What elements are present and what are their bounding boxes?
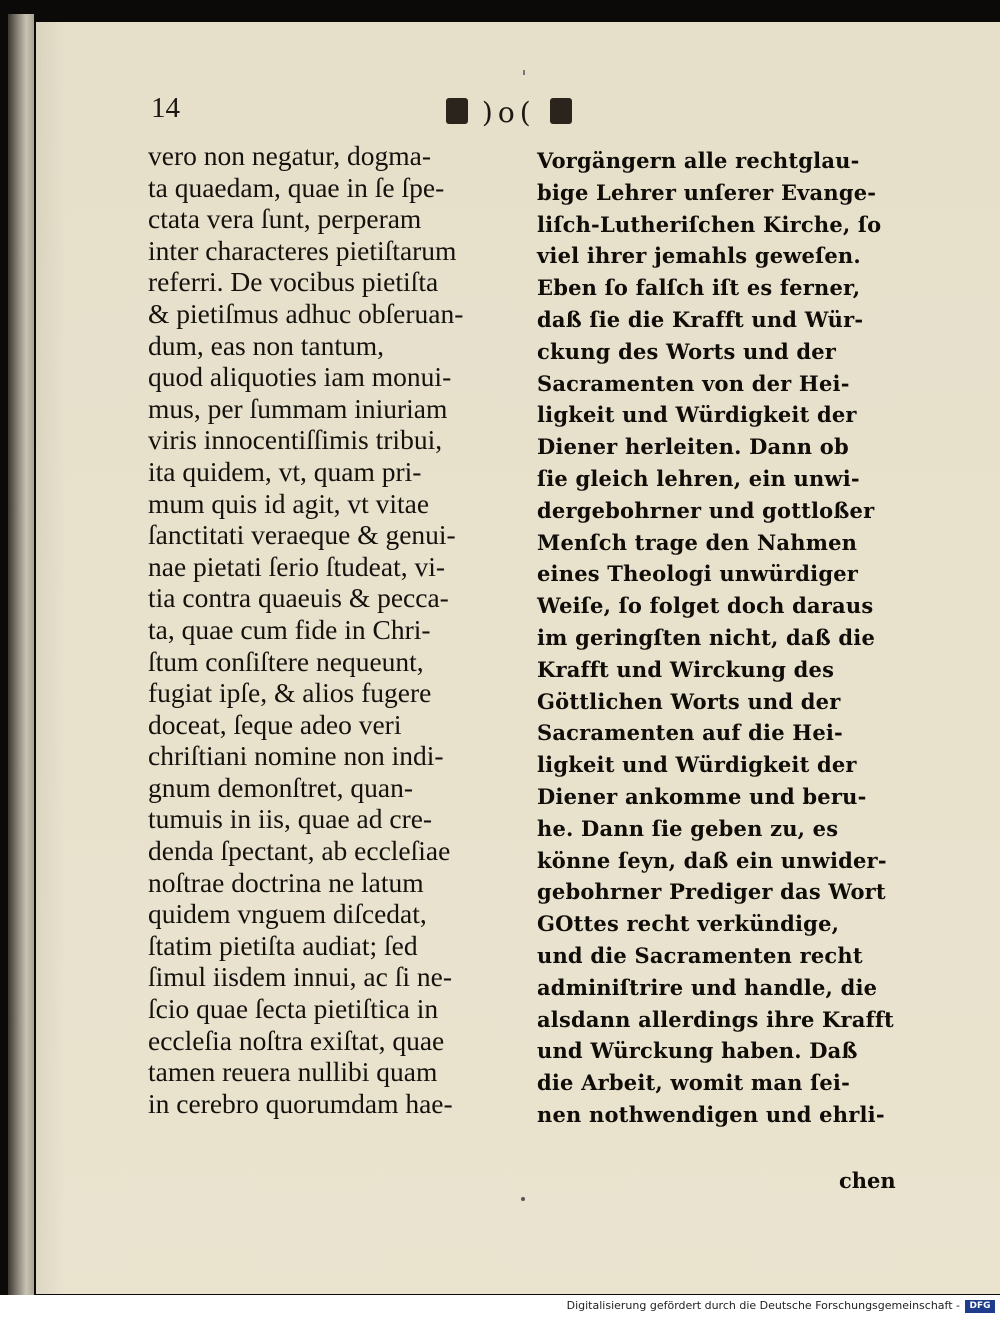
german-text-column	[537, 145, 899, 1131]
latin-text-line: noſtrae doctrina ne latum	[148, 866, 424, 898]
german-text-line: Göttlichen Worts und der	[537, 688, 841, 714]
latin-text-line: chriſtiani nomine non indi-	[148, 740, 444, 772]
latin-text-line: ta, quae cum fide in Chri-	[148, 613, 431, 645]
latin-text-line: tumuis in iis, quae ad cre-	[148, 803, 433, 835]
german-text-line: Diener herleiten. Dann ob	[537, 434, 849, 460]
german-text-line: Krafft und Wirckung des	[537, 656, 835, 682]
latin-text-line: & pietiſmus adhuc obſeruan-	[148, 297, 464, 329]
paper-speck	[521, 1197, 525, 1201]
german-text-line: im geringſten nicht, daß die	[537, 624, 876, 650]
latin-text-line: quod aliquoties iam monui-	[148, 361, 452, 393]
latin-text-line: ſtum conſiſtere nequeunt,	[148, 645, 424, 677]
german-text-line: gebohrner Prediger das Wort	[537, 879, 886, 905]
page-number: 14	[151, 92, 180, 124]
latin-text-line: ſtatim pietiſta audiat; ſed	[148, 929, 418, 961]
latin-text-line: gnum demonſtret, quan-	[148, 771, 414, 803]
german-text-line: und die Sacramenten recht	[537, 942, 863, 968]
german-text-line: ckung des Worts und der	[537, 338, 837, 364]
german-text-line: Eben ſo falſch iſt es ferner,	[537, 275, 861, 301]
digitization-credit: Digitalisierung gefördert durch die Deutsche Forschungsgemeinschaft -	[566, 1299, 960, 1312]
german-text-line: ligkeit und Würdigkeit der	[537, 402, 857, 428]
dfg-logo: DFG	[965, 1300, 995, 1313]
latin-text-line: quidem vnguem diſcedat,	[148, 898, 427, 930]
german-text-line: he. Dann ſie geben zu, es	[537, 815, 839, 841]
german-text-line: und Würckung haben. Daß	[537, 1038, 858, 1064]
german-text-line: viel ihrer jemahls geweſen.	[537, 243, 861, 269]
latin-text-line: in cerebro quorumdam hae-	[148, 1087, 453, 1119]
latin-text-line: mum quis id agit, vt vitae	[148, 487, 430, 519]
latin-text-line: ſimul iisdem innui, ac ſi ne-	[148, 961, 452, 993]
fleuron-left-icon	[446, 98, 468, 124]
latin-text-line: ſcio quae ſecta pietiſtica in	[148, 993, 439, 1025]
latin-text-line: dum, eas non tantum,	[148, 329, 385, 361]
latin-text-line: eccleſia noſtra exiſtat, quae	[148, 1024, 445, 1056]
german-text-line: ligkeit und Würdigkeit der	[537, 752, 857, 778]
german-text-line: ſie gleich lehren, ein unwi-	[537, 465, 860, 491]
german-text-line: nen nothwendigen und ehrli-	[537, 1101, 885, 1127]
latin-text-line: mus, per ſummam iniuriam	[148, 392, 448, 424]
german-text-line: Sacramenten auf die Hei-	[537, 720, 843, 746]
book-spine-edge	[8, 14, 34, 1300]
header-ornament	[446, 94, 572, 129]
latin-text-line: vero non negatur, dogma-	[148, 140, 431, 171]
latin-text-line: referri. De vocibus pietiſta	[148, 266, 439, 298]
latin-text-column	[148, 140, 518, 1119]
german-text-line: GOttes recht verkündige,	[537, 911, 840, 937]
german-text-line: alsdann allerdings ihre Krafft	[537, 1006, 894, 1032]
catchword: chen	[839, 1168, 896, 1193]
german-text-line: Vorgängern alle rechtglau-	[537, 148, 860, 173]
paper-speck	[523, 70, 525, 75]
german-text-line: die Arbeit, womit man ſei-	[537, 1070, 851, 1096]
german-text-line: Diener ankomme und beru-	[537, 783, 867, 809]
latin-text-line: doceat, ſeque adeo veri	[148, 708, 402, 740]
latin-text-line: fugiat ipſe, & alios fugere	[148, 677, 432, 709]
latin-text-line: denda ſpectant, ab eccleſiae	[148, 835, 451, 867]
german-text-line: adminiſtrire und handle, die	[537, 974, 878, 1000]
latin-text-line: ſanctitati veraeque & genui-	[148, 519, 456, 551]
german-text-line: eines Theologi unwürdiger	[537, 561, 859, 587]
fleuron-right-icon	[550, 98, 572, 124]
ornament-text: )o(	[481, 96, 536, 129]
latin-text-line: ita quidem, vt, quam pri-	[148, 455, 422, 487]
german-text-line: Weiſe, ſo folget doch daraus	[537, 593, 874, 619]
latin-text-line: nae pietati ſerio ſtudeat, vi-	[148, 550, 446, 582]
latin-text-line: tia contra quaeuis & pecca-	[148, 582, 449, 614]
german-text-line: dergebohrner und gottloßer	[537, 497, 875, 523]
latin-text-line: tamen reuera nullibi quam	[148, 1056, 438, 1088]
latin-text-line: inter characteres pietiſtarum	[148, 234, 457, 266]
german-text-line: Sacramenten von der Hei-	[537, 370, 850, 396]
german-text-line: bige Lehrer unſerer Evange-	[537, 179, 877, 205]
latin-text-line: viris innocentiſſimis tribui,	[148, 424, 443, 456]
latin-text-line: ta quaedam, quae in ſe ſpe-	[148, 171, 445, 203]
german-text-line: Menſch trage den Nahmen	[537, 529, 858, 555]
german-text-line: daß ſie die Krafft und Wür-	[537, 306, 864, 332]
latin-text-line: ctata vera ſunt, perperam	[148, 203, 422, 235]
german-text-line: liſch-Lutheriſchen Kirche, ſo	[537, 211, 882, 237]
german-text-line: könne ſeyn, daß ein unwider-	[537, 847, 887, 873]
